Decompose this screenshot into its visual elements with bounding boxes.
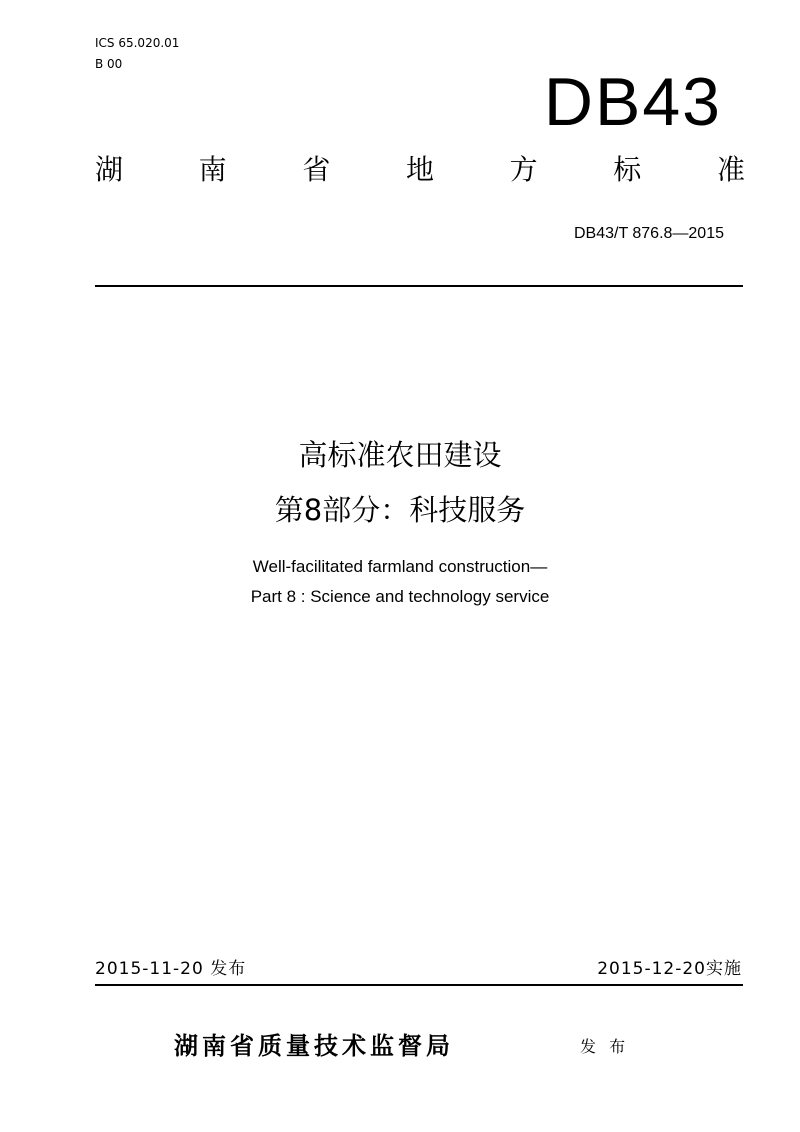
publish-label: 发 布	[580, 1037, 630, 1056]
standard-type-char: 湖	[95, 153, 124, 186]
classification-code: B 00	[95, 57, 123, 71]
implementation-date: 2015-12-20实施	[597, 959, 742, 979]
issue-date: 2015-11-20 发布	[95, 959, 247, 979]
db-code: DB43	[543, 64, 722, 140]
title-zh-line2: 第8部分：科技服务	[274, 493, 526, 527]
standard-type-heading	[95, 150, 745, 190]
standard-type-char: 南	[198, 153, 227, 186]
issuing-authority: 湖南省质量技术监督局	[174, 1032, 454, 1060]
ics-code: ICS 65.020.01	[95, 36, 180, 50]
standard-type-char: 方	[509, 153, 538, 186]
standard-type-char: 标	[613, 153, 642, 186]
standard-type-char: 地	[405, 153, 434, 186]
title-en-line2: Part 8 : Science and technology service	[250, 587, 550, 606]
title-zh-line1: 高标准农田建设	[298, 438, 502, 472]
top-divider	[95, 285, 743, 287]
title-en-line1: Well-facilitated farmland construction—	[252, 557, 548, 576]
standard-type-char: 准	[716, 153, 745, 186]
standard-type-char: 省	[302, 153, 331, 186]
standard-number: DB43/T 876.8—2015	[573, 225, 724, 242]
bottom-divider	[95, 984, 743, 986]
